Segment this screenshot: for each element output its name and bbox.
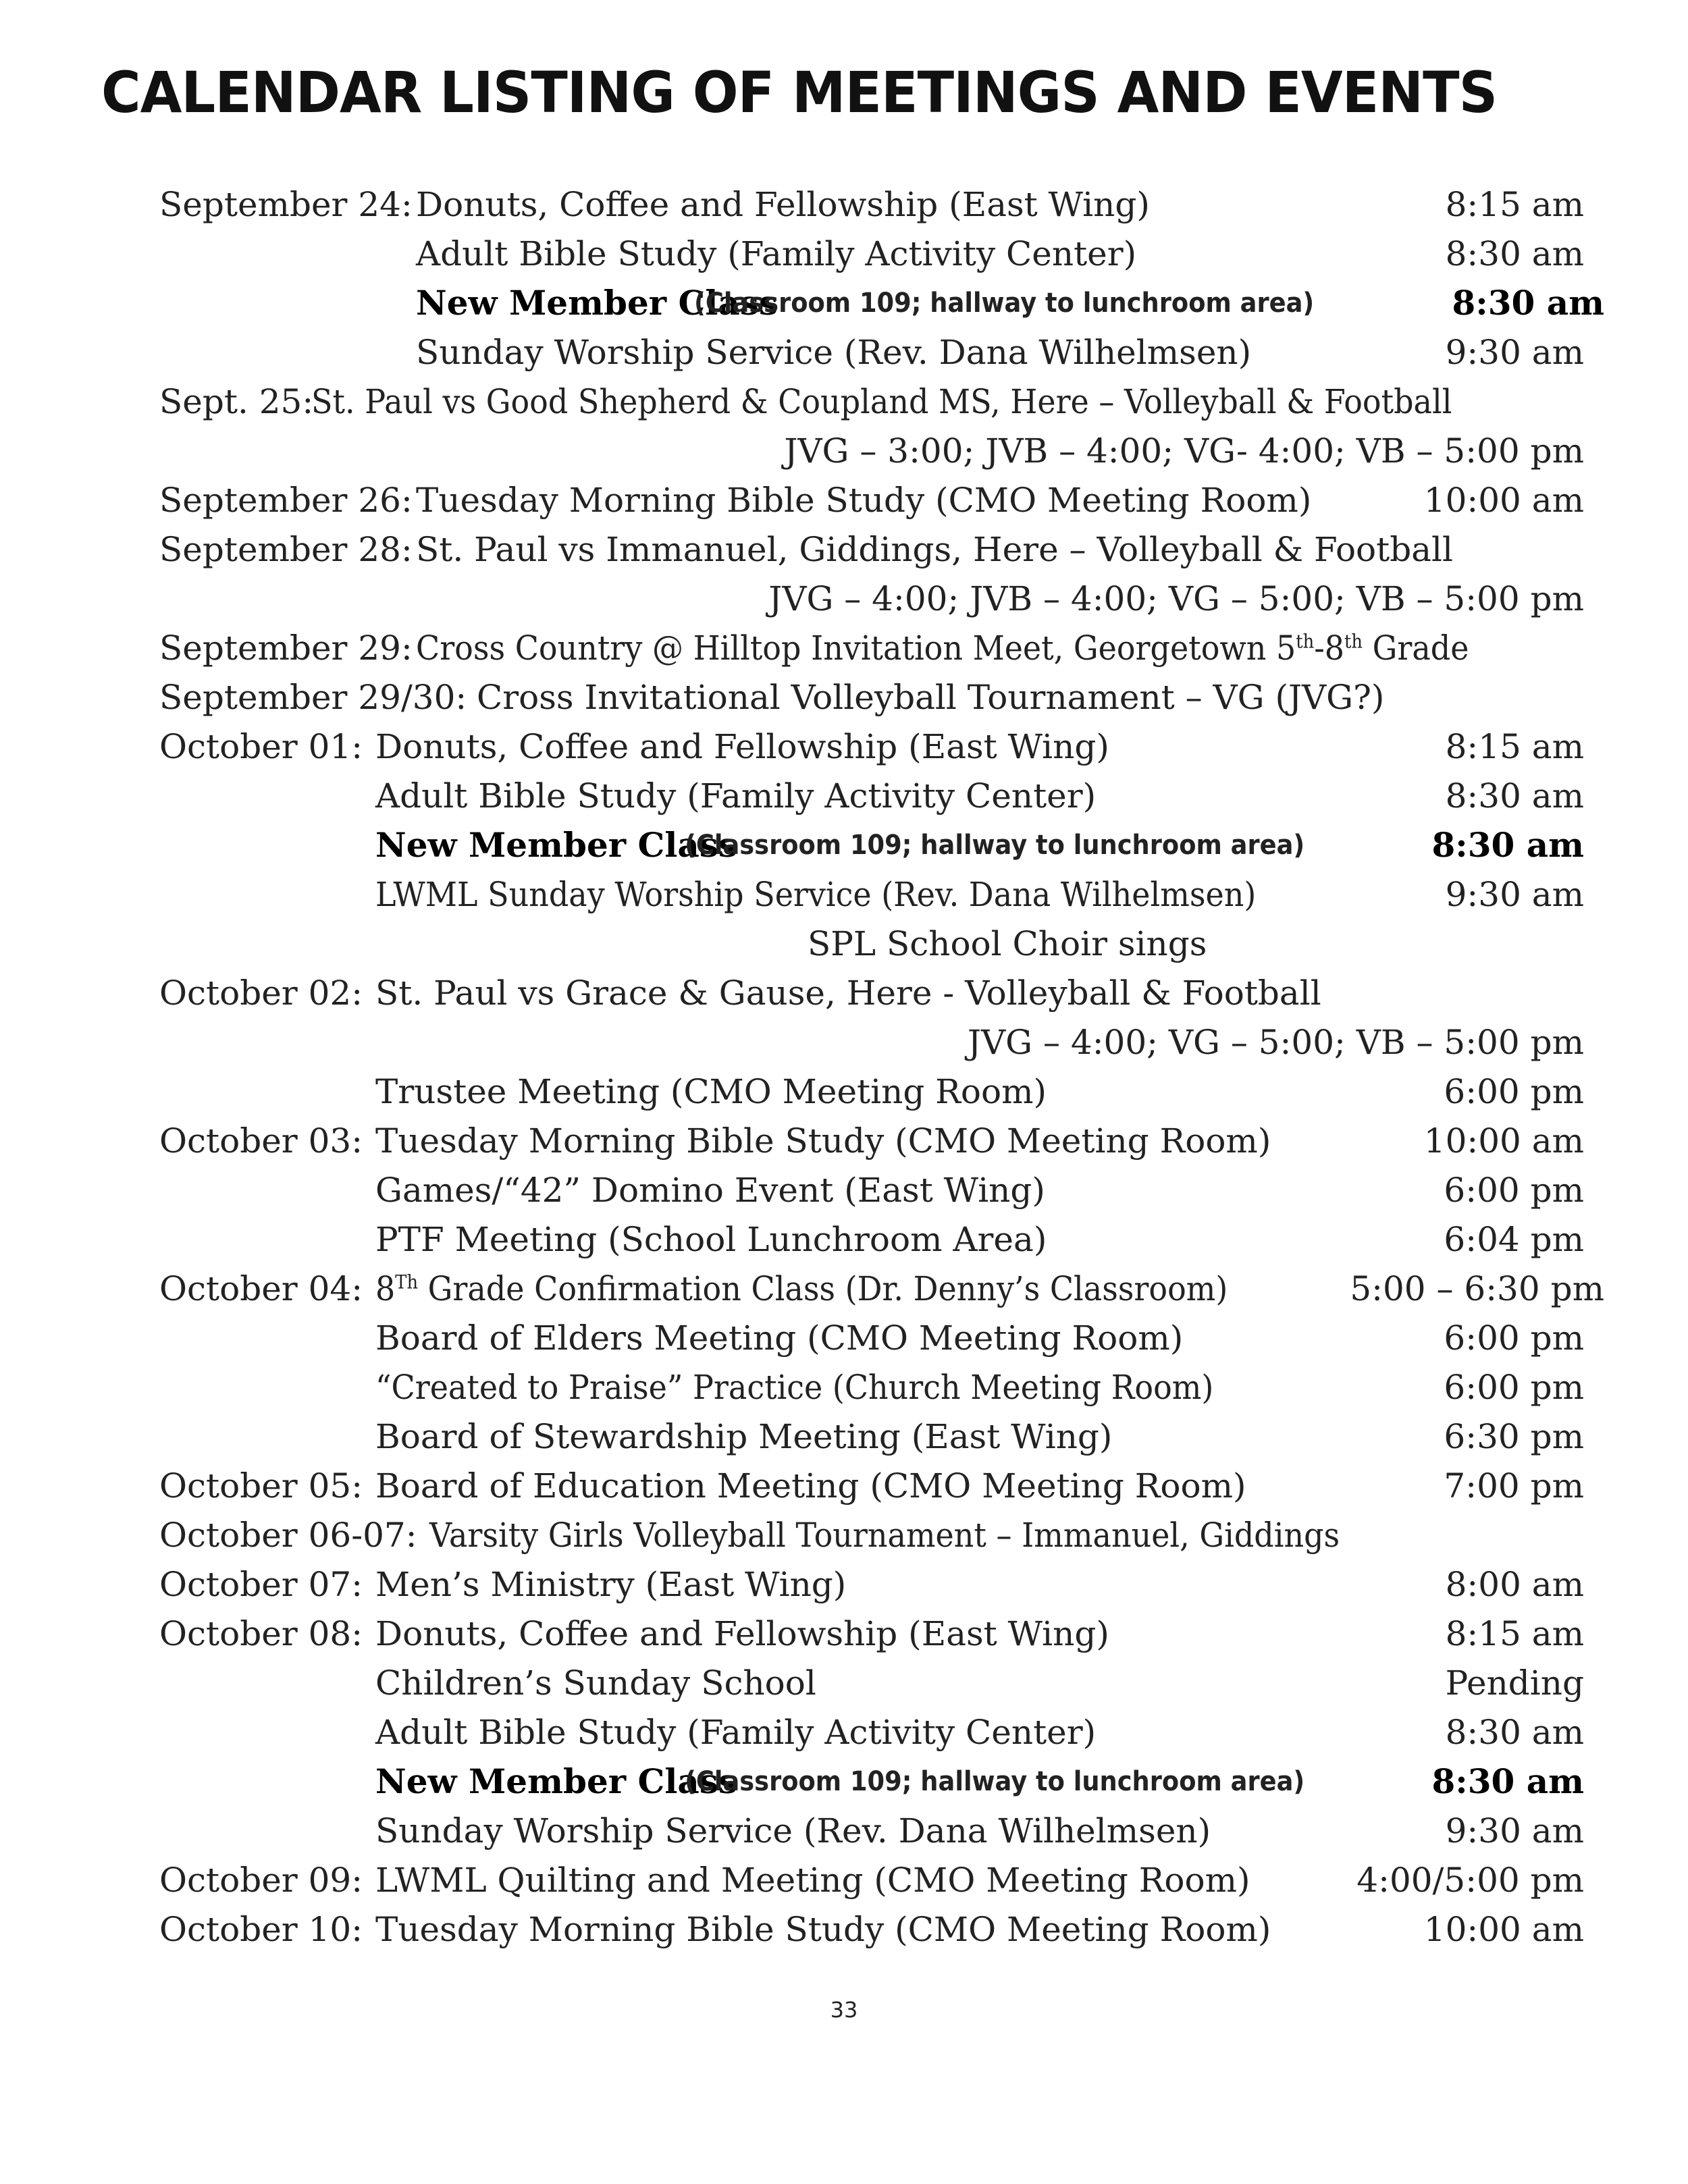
entry-time: 10:00 am <box>1423 1910 1584 1949</box>
entry-date: September 28: <box>159 530 413 569</box>
entry-event: St. Paul vs Immanuel, Giddings, Here – Volleyball & Football <box>416 530 1454 569</box>
entry-event: Sunday Worship Service (Rev. Dana Wilhelmsen) <box>375 1811 1211 1850</box>
calendar-entry <box>159 1906 1584 1953</box>
entry-date: October 09: <box>159 1861 363 1900</box>
entry-time: 5:00 – 6:30 pm <box>1350 1269 1604 1308</box>
entry-event: Donuts, Coffee and Fellowship (East Wing) <box>375 727 1109 766</box>
entry-event: Board of Stewardship Meeting (East Wing) <box>375 1417 1113 1456</box>
calendar-entry <box>159 526 1584 573</box>
entry-time: 8:30 am <box>1431 1761 1584 1801</box>
entry-note: (Classroom 109; hallway to lunchroom area) <box>685 830 1305 861</box>
calendar-entry <box>159 477 1584 524</box>
entry-date: October 04: <box>159 1269 363 1308</box>
entry-date: September 24: <box>159 185 413 224</box>
entry-time: 8:15 am <box>1445 727 1584 766</box>
entry-event: St. Paul vs Good Shepherd & Coupland MS, Here – Volleyball & Football <box>311 382 1452 421</box>
calendar-entry <box>159 1068 1584 1115</box>
entry-time: 6:00 pm <box>1444 1171 1584 1210</box>
entry-time: 10:00 am <box>1423 481 1584 520</box>
entry-detail: SPL School Choir sings <box>808 924 1207 963</box>
entry-event: New Member Class <box>375 825 738 865</box>
entry-time: 9:30 am <box>1445 875 1584 914</box>
entry-time: 6:04 pm <box>1444 1220 1584 1259</box>
entry-event: “Created to Praise” Practice (Church Meeting Room) <box>375 1368 1214 1407</box>
entry-event: Varsity Girls Volleyball Tournament – Immanuel, Giddings <box>429 1516 1340 1555</box>
calendar-entry-detail <box>159 575 1584 622</box>
calendar-entry <box>159 1709 1584 1756</box>
entry-event: Games/“42” Domino Event (East Wing) <box>375 1171 1045 1210</box>
entry-event: Trustee Meeting (CMO Meeting Room) <box>375 1072 1047 1111</box>
entry-event: Donuts, Coffee and Fellowship (East Wing) <box>375 1614 1109 1653</box>
entry-time: 8:00 am <box>1445 1565 1584 1604</box>
entry-time: 8:30 am <box>1445 234 1584 273</box>
entry-date: Sept. 25: <box>159 382 314 421</box>
entry-event: Tuesday Morning Bible Study (CMO Meeting Room) <box>375 1121 1271 1161</box>
entry-event: Children’s Sunday School <box>375 1663 816 1703</box>
entry-time: 9:30 am <box>1445 333 1584 372</box>
calendar-entry <box>159 1610 1584 1657</box>
calendar-entry <box>159 1364 1584 1411</box>
entry-time: 6:00 pm <box>1444 1072 1584 1111</box>
calendar-entry <box>159 1462 1584 1510</box>
calendar-entry <box>159 378 1584 425</box>
entry-time: 8:30 am <box>1452 283 1604 323</box>
entry-time: 8:30 am <box>1445 1713 1584 1752</box>
entry-date: October 01: <box>159 727 363 766</box>
calendar-entry <box>159 329 1584 376</box>
calendar-entry <box>159 723 1584 770</box>
entry-event: Adult Bible Study (Family Activity Center) <box>375 1713 1097 1752</box>
calendar-entry <box>159 181 1584 228</box>
entry-event: New Member Class <box>375 1761 738 1801</box>
calendar-entry-detail <box>159 920 1584 967</box>
page-number: 33 <box>830 1997 858 2023</box>
calendar-entry <box>159 1561 1584 1608</box>
entry-date: October 05: <box>159 1466 363 1506</box>
entry-event: Board of Elders Meeting (CMO Meeting Room) <box>375 1319 1184 1358</box>
entry-detail: JVG – 4:00; JVB – 4:00; VG – 5:00; VB – 5:00 pm <box>768 579 1584 618</box>
entry-event: 8Th Grade Confirmation Class (Dr. Denny’s Classroom) <box>375 1269 1228 1308</box>
entry-event: Adult Bible Study (Family Activity Center) <box>375 776 1097 816</box>
entry-time: 8:15 am <box>1445 185 1584 224</box>
entry-date: September 26: <box>159 481 413 520</box>
page-title: CALENDAR LISTING OF MEETINGS AND EVENTS <box>101 59 1498 126</box>
entry-event: Tuesday Morning Bible Study (CMO Meeting Room) <box>416 481 1312 520</box>
entry-date: September 29/30: <box>159 678 467 717</box>
entry-event: Men’s Ministry (East Wing) <box>375 1565 847 1604</box>
entry-date: October 08: <box>159 1614 363 1653</box>
entry-event: Board of Education Meeting (CMO Meeting Room) <box>375 1466 1246 1506</box>
entry-detail: JVG – 3:00; JVB – 4:00; VG- 4:00; VB – 5:00 pm <box>784 431 1584 471</box>
entry-date: October 07: <box>159 1565 363 1604</box>
entry-event: Cross Country @ Hilltop Invitation Meet, Georgetown 5th-8th Grade <box>416 629 1469 668</box>
entry-time: 4:00/5:00 pm <box>1356 1861 1584 1900</box>
calendar-entry <box>159 1857 1584 1904</box>
entry-event: LWML Quilting and Meeting (CMO Meeting Room) <box>375 1861 1250 1900</box>
entry-event: New Member Class <box>416 283 779 323</box>
entry-event: Sunday Worship Service (Rev. Dana Wilhelmsen) <box>416 333 1252 372</box>
entry-detail: JVG – 4:00; VG – 5:00; VB – 5:00 pm <box>968 1023 1584 1062</box>
calendar-entry <box>159 1265 1604 1312</box>
calendar-entry-highlight <box>159 1758 1584 1805</box>
calendar-entry <box>159 1117 1584 1165</box>
entry-date: September 29: <box>159 629 413 668</box>
entry-time: 6:00 pm <box>1444 1319 1584 1358</box>
calendar-entry <box>159 969 1584 1017</box>
calendar-entry <box>159 1512 1584 1559</box>
entry-event: Donuts, Coffee and Fellowship (East Wing) <box>416 185 1150 224</box>
calendar-entry <box>159 1167 1584 1214</box>
entry-note: (Classroom 109; hallway to lunchroom area) <box>685 1766 1305 1797</box>
calendar-entry-highlight <box>159 279 1604 327</box>
entry-time: 6:00 pm <box>1444 1368 1584 1407</box>
entry-event: PTF Meeting (School Lunchroom Area) <box>375 1220 1047 1259</box>
calendar-entry <box>159 1216 1584 1263</box>
calendar-entry <box>159 1314 1584 1362</box>
entry-time: 10:00 am <box>1423 1121 1584 1161</box>
entry-time: 8:15 am <box>1445 1614 1584 1653</box>
entry-time: Pending <box>1445 1663 1584 1703</box>
calendar-entry <box>159 674 1584 721</box>
calendar-entry <box>159 1807 1584 1855</box>
calendar-entry <box>159 1413 1584 1460</box>
calendar-entry <box>159 871 1584 918</box>
entry-time: 8:30 am <box>1445 776 1584 816</box>
entry-date: October 02: <box>159 974 363 1013</box>
entry-event: Tuesday Morning Bible Study (CMO Meeting Room) <box>375 1910 1271 1949</box>
entry-event: Adult Bible Study (Family Activity Center) <box>416 234 1137 273</box>
entry-time: 8:30 am <box>1431 825 1584 865</box>
calendar-entry-detail <box>159 427 1584 475</box>
entry-date: October 03: <box>159 1121 363 1161</box>
entry-note: (Classroom 109; hallway to lunchroom area) <box>694 288 1315 319</box>
calendar-entry <box>159 230 1584 277</box>
calendar-entry <box>159 772 1584 820</box>
calendar-entry <box>159 1659 1584 1707</box>
entry-time: 6:30 pm <box>1444 1417 1584 1456</box>
calendar-entry-detail <box>159 1019 1584 1066</box>
entry-event: St. Paul vs Grace & Gause, Here - Volleyball & Football <box>375 974 1321 1013</box>
calendar-entry <box>159 624 1584 672</box>
entry-time: 7:00 pm <box>1444 1466 1584 1506</box>
calendar-entry-highlight <box>159 822 1584 869</box>
entry-event: Cross Invitational Volleyball Tournament – VG (JVG?) <box>477 678 1385 717</box>
entry-event: LWML Sunday Worship Service (Rev. Dana Wilhelmsen) <box>375 875 1257 914</box>
entry-time: 9:30 am <box>1445 1811 1584 1850</box>
entry-date: October 06-07: <box>159 1516 417 1555</box>
entry-date: October 10: <box>159 1910 363 1949</box>
